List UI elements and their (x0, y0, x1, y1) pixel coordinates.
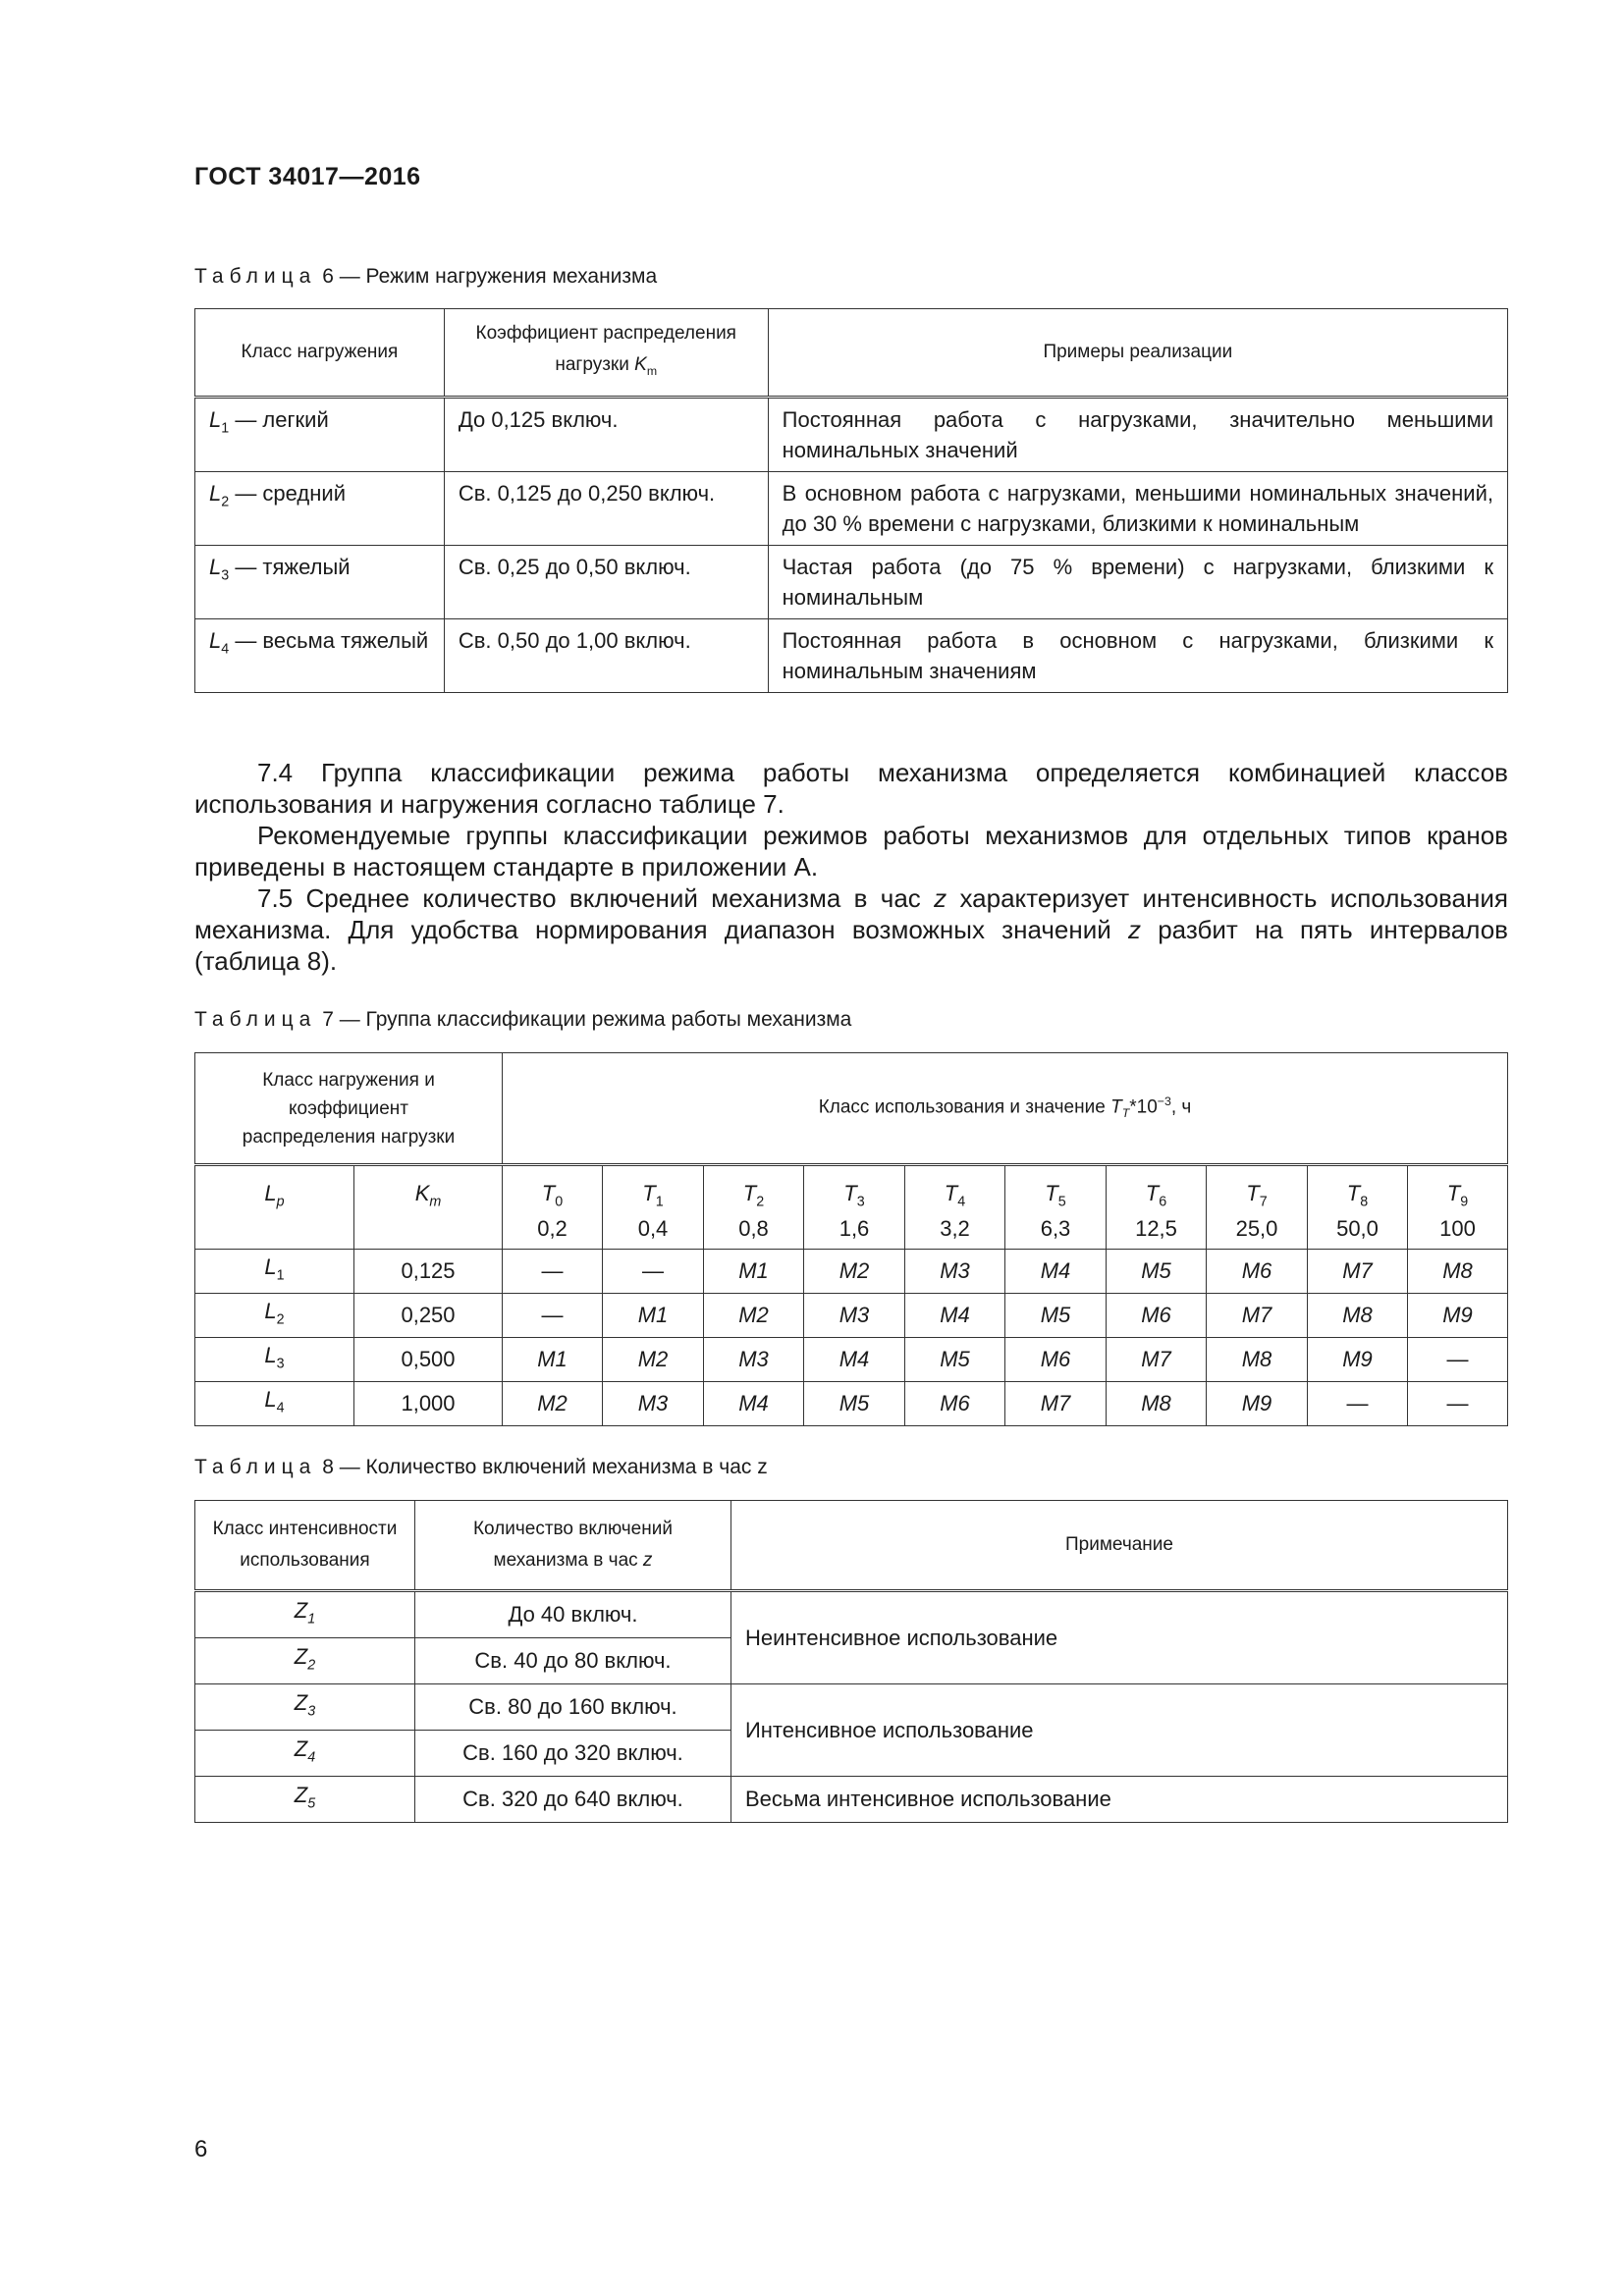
table7-header-usage-mult: *10 (1129, 1096, 1158, 1118)
table8-class-var: Z (294, 1643, 308, 1669)
paragraph-recommended: Рекомендуемые группы классификации режимов работы механизмов для отдельных типов кранов приведены в настоящем стандарте в приложении А. (194, 821, 1508, 881)
table6-load-class-sub: 1 (221, 420, 230, 437)
table7-usage-class-header (503, 1165, 603, 1250)
table8-class-sub: 1 (307, 1611, 316, 1628)
table6-caption (194, 265, 657, 289)
page-number: 6 (194, 2136, 208, 2163)
table7-load-class-var: L (264, 1342, 277, 1367)
table6-load-class-sub: 2 (221, 494, 230, 510)
table7-group-value: M4 (1040, 1258, 1071, 1283)
table7-group-cell (704, 1338, 804, 1382)
table7-load-class-var: L (264, 1254, 277, 1279)
table6-coefficient-cell: Св. 0,25 до 0,50 включ. (444, 546, 768, 619)
table8-range-z2: Св. 40 до 80 включ. (414, 1638, 730, 1684)
table7-group-value: M4 (839, 1347, 870, 1371)
table7-group-value: M1 (637, 1303, 669, 1327)
table7-usage-class-value: 6,3 (1040, 1216, 1071, 1242)
table7-group-value: M6 (940, 1391, 970, 1415)
table7-group-value: M4 (738, 1391, 769, 1415)
table8-note-low: Неинтенсивное использование (730, 1591, 1507, 1684)
table7-usage-class-sub: 1 (655, 1194, 664, 1210)
table8-header-row (195, 1501, 1508, 1591)
table7-usage-class-sub: 9 (1460, 1194, 1469, 1210)
table7-load-class-var: L (264, 1386, 277, 1412)
table-row (195, 1591, 1508, 1638)
table8-class-sub: 2 (307, 1657, 316, 1674)
table7-group-cell (1408, 1338, 1508, 1382)
paragraph-7-5-var-z: z (934, 883, 947, 913)
table7-load-class-sub: 1 (276, 1267, 285, 1284)
table7-group-value: M8 (1342, 1303, 1373, 1327)
table6-caption-prefix: Таблица (194, 265, 317, 288)
table-row (195, 1294, 1508, 1338)
table8-class-var: Z (294, 1689, 308, 1715)
table7-group-value: M3 (637, 1391, 669, 1415)
table8-header-activations (414, 1501, 730, 1591)
table7-group-value: — (541, 1258, 564, 1283)
table7-col-km-sub: m (429, 1194, 442, 1210)
table7-group-cell (503, 1250, 603, 1294)
table7-group-value: M4 (940, 1303, 970, 1327)
table7-group-value: M2 (839, 1258, 870, 1283)
table7-usage-class-sub: 3 (856, 1194, 865, 1210)
table6-load-class-sub: 3 (221, 567, 230, 584)
table7-usage-class-sub: 5 (1057, 1194, 1066, 1210)
table7-load-class-sub: 4 (276, 1400, 285, 1416)
table7-header-usage-exp: −3 (1157, 1095, 1171, 1109)
table7-load-class-sub: 2 (276, 1311, 285, 1328)
table7-group-cell (1207, 1338, 1308, 1382)
table7-usage-class-var: T (1045, 1181, 1058, 1205)
document-header: ГОСТ 34017—2016 (194, 163, 421, 190)
paragraph-7-4: 7.4 Группа классификации режима работы механизма определяется комбинацией классов использования и нагружения согласно таблице 7. (194, 758, 1508, 819)
table7-group-cell (1408, 1382, 1508, 1426)
table7-group-cell (804, 1338, 905, 1382)
table-row (195, 1684, 1508, 1731)
table6-load-class-cell (195, 398, 445, 472)
table7-group-cell (1308, 1382, 1408, 1426)
table7-group-value: M2 (537, 1391, 568, 1415)
table7-header-usage-unit: , ч (1170, 1096, 1192, 1118)
table8-class-z1 (195, 1591, 415, 1638)
table7-usage-class-header (704, 1165, 804, 1250)
paragraph-7-5 (194, 882, 1508, 977)
table8-class-var: Z (294, 1597, 308, 1623)
table7-caption-prefix: Таблица (194, 1008, 317, 1031)
table7-usage-class-var: T (541, 1181, 556, 1205)
table7-group-cell (1207, 1294, 1308, 1338)
table7-usage-class-value: 25,0 (1235, 1216, 1278, 1242)
table7-caption (194, 1008, 851, 1032)
table7-usage-class-header (804, 1165, 905, 1250)
table6-header-coef-line2: нагрузки (555, 354, 629, 376)
table7-usage-class-var: T (1246, 1181, 1260, 1205)
table8-class-z3 (195, 1684, 415, 1731)
table7-group-value: — (1346, 1391, 1369, 1415)
table6-load-mode (194, 308, 1508, 693)
table7-usage-class-value: 1,6 (839, 1216, 870, 1242)
table7-group-cell (1005, 1294, 1107, 1338)
table8-note-intensive: Интенсивное использование (730, 1684, 1507, 1777)
table7-usage-class-header (603, 1165, 704, 1250)
table6-load-class-var: L (209, 555, 222, 579)
table6-load-class-label: — весьма тяжелый (229, 628, 429, 653)
table8-caption (194, 1456, 768, 1479)
table-row (195, 398, 1508, 472)
table7-col-km-var: K (414, 1181, 430, 1205)
table7-usage-class-value: 3,2 (940, 1216, 970, 1242)
table6-load-class-var: L (209, 481, 222, 506)
table7-group-value: M9 (1442, 1303, 1473, 1327)
table6-example-cell: Постоянная работа с нагрузками, значительно меньшими номинальных значений (768, 398, 1507, 472)
table7-group-value: M8 (1141, 1391, 1171, 1415)
table7-usage-class-var: T (1446, 1181, 1461, 1205)
table7-header-row (195, 1053, 1508, 1165)
table7-group-cell (804, 1250, 905, 1294)
table7-group-cell (1005, 1250, 1107, 1294)
table7-header-usage-sub: T (1121, 1106, 1130, 1121)
table7-group-cell (1107, 1250, 1207, 1294)
table7-classes-row (195, 1165, 1508, 1250)
table6-example-cell: Частая работа (до 75 % времени) с нагрузками, близкими к номинальным (768, 546, 1507, 619)
table7-group-value: M3 (839, 1303, 870, 1327)
table8-range-z1: До 40 включ. (414, 1591, 730, 1638)
table6-caption-text: 6 — Режим нагружения механизма (322, 265, 658, 288)
table7-usage-class-var: T (944, 1181, 958, 1205)
table7-group-cell (905, 1294, 1005, 1338)
table7-group-cell (905, 1382, 1005, 1426)
table7-group-cell (603, 1250, 704, 1294)
table7-load-class-var: L (264, 1298, 277, 1323)
table7-group-value: M1 (537, 1347, 568, 1371)
table6-load-class-label: — тяжелый (229, 555, 351, 579)
table6-load-class-cell (195, 546, 445, 619)
table8-class-z2 (195, 1638, 415, 1684)
table6-header-row (195, 309, 1508, 398)
table7-group-cell (1107, 1338, 1207, 1382)
table7-usage-class-header (1005, 1165, 1107, 1250)
table7-usage-class-var: T (742, 1181, 757, 1205)
table7-group-cell (1005, 1338, 1107, 1382)
table7-body (195, 1250, 1508, 1426)
table7-group-value: M5 (839, 1391, 870, 1415)
table7-group-value: M1 (738, 1258, 769, 1283)
table-row (195, 472, 1508, 546)
table8-class-sub: 5 (307, 1795, 316, 1812)
table-row (195, 1777, 1508, 1823)
table7-km-cell: 0,500 (354, 1338, 503, 1382)
table7-group-cell (1308, 1250, 1408, 1294)
table8-note-very-intensive: Весьма интенсивное использование (730, 1777, 1507, 1823)
table8-header-intensity-class (195, 1501, 415, 1591)
table6-header-coef-var: K (634, 354, 647, 376)
table8-class-var: Z (294, 1782, 308, 1807)
table7-header-usage-class (503, 1053, 1508, 1165)
table6-example-cell: В основном работа с нагрузками, меньшими номинальных значений, до 30 % времени с нагрузками, близкими к номинальным (768, 472, 1507, 546)
table8-range-z5: Св. 320 до 640 включ. (414, 1777, 730, 1823)
table6-header-coefficient (444, 309, 768, 398)
table7-group-cell (1207, 1250, 1308, 1294)
table7-group-value: M7 (1241, 1303, 1272, 1327)
table7-header-usage-var: T (1110, 1096, 1122, 1118)
table6-header-examples: Примеры реализации (768, 309, 1507, 398)
table6-load-class-cell (195, 472, 445, 546)
table7-usage-class-value: 0,8 (738, 1216, 769, 1242)
table8-header-note: Примечание (730, 1501, 1507, 1591)
table7-group-value: — (1446, 1347, 1469, 1371)
table7-group-value: M5 (1141, 1258, 1171, 1283)
table6-load-class-label: — легкий (229, 407, 329, 432)
table7-usage-class-value: 12,5 (1135, 1216, 1177, 1242)
table7-mode-classification (194, 1052, 1508, 1426)
table7-group-value: M6 (1040, 1347, 1071, 1371)
table7-header-load-class-text: Класс нагружения и коэффициент распределения нагрузки (242, 1069, 456, 1148)
table7-load-class-cell (195, 1382, 354, 1426)
table7-group-cell (1408, 1294, 1508, 1338)
table7-km-cell: 1,000 (354, 1382, 503, 1426)
table7-load-class-cell (195, 1294, 354, 1338)
table7-group-value: M5 (1040, 1303, 1071, 1327)
table6-load-class-cell (195, 619, 445, 693)
table-row (195, 1382, 1508, 1426)
table8-header-intensity-text: Класс интенсивности использования (212, 1519, 398, 1571)
table6-load-class-label: — средний (229, 481, 346, 506)
table8-class-z4 (195, 1731, 415, 1777)
table6-load-class-var: L (209, 628, 222, 653)
paragraph-7-5-var-z2: z (1127, 915, 1141, 944)
table7-usage-class-sub: 2 (756, 1194, 765, 1210)
table7-group-cell (603, 1382, 704, 1426)
table6-load-class-var: L (209, 407, 222, 432)
table8-class-sub: 3 (307, 1703, 316, 1720)
table7-group-value: M7 (1040, 1391, 1071, 1415)
table8-range-z4: Св. 160 до 320 включ. (414, 1731, 730, 1777)
paragraph-7-5-part-a: 7.5 Среднее количество включений механизма в час (257, 883, 921, 913)
table7-group-cell (603, 1294, 704, 1338)
table7-usage-class-var: T (642, 1181, 656, 1205)
table7-group-cell (905, 1250, 1005, 1294)
table7-group-cell (1107, 1294, 1207, 1338)
table7-usage-class-header (905, 1165, 1005, 1250)
table7-group-value: — (1446, 1391, 1469, 1415)
table7-group-value: — (642, 1258, 664, 1283)
table7-group-value: M8 (1442, 1258, 1473, 1283)
table8-caption-prefix: Таблица (194, 1456, 317, 1478)
table7-usage-class-value: 50,0 (1336, 1216, 1379, 1242)
body-text (194, 757, 1508, 977)
table8-header-activations-wrap (425, 1514, 720, 1576)
table7-group-cell (1005, 1382, 1107, 1426)
table7-group-value: M7 (1141, 1347, 1171, 1371)
table7-group-value: M8 (1241, 1347, 1272, 1371)
table6-header-load-class: Класс нагружения (195, 309, 445, 398)
table8-activations-per-hour (194, 1500, 1508, 1823)
table7-usage-class-sub: 8 (1360, 1194, 1369, 1210)
table8-header-activations-var: z (642, 1550, 653, 1571)
table7-group-value: M2 (738, 1303, 769, 1327)
table7-usage-class-var: T (1145, 1181, 1160, 1205)
table6-header-coef-sub: m (646, 363, 658, 378)
table7-usage-class-sub: 6 (1159, 1194, 1167, 1210)
table6-header-coef-line1: Коэффициент распределения (475, 323, 736, 345)
table8-caption-text: 8 — Количество включений механизма в час z (322, 1456, 768, 1478)
table7-usage-class-value: 0,2 (537, 1216, 568, 1242)
table7-caption-text: 7 — Группа классификации режима работы механизма (322, 1008, 852, 1031)
table7-group-value: M3 (940, 1258, 970, 1283)
table7-group-cell (905, 1338, 1005, 1382)
table7-usage-class-header (1107, 1165, 1207, 1250)
table7-group-cell (1207, 1382, 1308, 1426)
table7-group-value: M9 (1342, 1347, 1373, 1371)
table7-group-cell (603, 1338, 704, 1382)
table7-group-cell (503, 1294, 603, 1338)
table7-usage-class-header (1207, 1165, 1308, 1250)
table6-coefficient-cell: Св. 0,125 до 0,250 включ. (444, 472, 768, 546)
table7-group-cell (503, 1382, 603, 1426)
table7-group-cell (704, 1250, 804, 1294)
table7-usage-class-var: T (1346, 1181, 1361, 1205)
paragraph-7-5-part-b: характеризует интенсивность использования механизма. Для удобства нормирования диапазон возможных значений (194, 883, 1508, 944)
table7-usage-class-value: 0,4 (637, 1216, 669, 1242)
table-row (195, 1250, 1508, 1294)
table7-group-value: M3 (738, 1347, 769, 1371)
table-row (195, 619, 1508, 693)
table8-class-var: Z (294, 1735, 308, 1761)
table6-body (195, 398, 1508, 693)
table8-range-z3: Св. 80 до 160 включ. (414, 1684, 730, 1731)
table7-usage-class-sub: 7 (1259, 1194, 1268, 1210)
table7-group-cell (804, 1294, 905, 1338)
table7-group-cell (704, 1294, 804, 1338)
table7-group-value: M2 (637, 1347, 669, 1371)
table7-usage-class-header (1308, 1165, 1408, 1250)
table7-col-lp (195, 1165, 354, 1250)
table7-usage-class-sub: 0 (555, 1194, 564, 1210)
table7-usage-class-value: 100 (1439, 1216, 1476, 1242)
table6-coefficient-cell: Св. 0,50 до 1,00 включ. (444, 619, 768, 693)
table7-group-value: M9 (1241, 1391, 1272, 1415)
table7-group-value: — (541, 1303, 564, 1327)
table7-col-km (354, 1165, 503, 1250)
table7-usage-class-header (1408, 1165, 1508, 1250)
table7-group-value: M6 (1141, 1303, 1171, 1327)
table7-usage-class-var: T (843, 1181, 857, 1205)
table8-header-activations-text: Количество включений механизма в час (472, 1519, 673, 1571)
paragraph-7-5-part-c: разбит на пять интервалов (таблица 8). (194, 915, 1508, 976)
table7-group-value: M5 (940, 1347, 970, 1371)
table7-usage-class-sub: 4 (957, 1194, 966, 1210)
table8-class-z5 (195, 1777, 415, 1823)
table7-group-cell (1308, 1338, 1408, 1382)
table7-load-class-cell (195, 1338, 354, 1382)
table7-header-usage-text: Класс использования и значение (818, 1096, 1106, 1118)
table7-header-load-class (195, 1053, 503, 1165)
table7-group-cell (1408, 1250, 1508, 1294)
table7-group-cell (503, 1338, 603, 1382)
table7-col-lp-var: L (264, 1181, 277, 1205)
table7-group-cell (804, 1382, 905, 1426)
table6-example-cell: Постоянная работа в основном с нагрузками, близкими к номинальным значениям (768, 619, 1507, 693)
table7-km-cell: 0,125 (354, 1250, 503, 1294)
table7-load-class-cell (195, 1250, 354, 1294)
table7-group-value: M7 (1342, 1258, 1373, 1283)
table6-coefficient-cell: До 0,125 включ. (444, 398, 768, 472)
table7-load-class-sub: 3 (276, 1356, 285, 1372)
table8-class-sub: 4 (307, 1749, 316, 1766)
table-row (195, 1338, 1508, 1382)
table7-group-value: M6 (1241, 1258, 1272, 1283)
table-row (195, 546, 1508, 619)
table7-col-lp-sub: p (276, 1194, 285, 1210)
table7-group-cell (1107, 1382, 1207, 1426)
table6-load-class-sub: 4 (221, 641, 230, 658)
table7-km-cell: 0,250 (354, 1294, 503, 1338)
table7-group-cell (704, 1382, 804, 1426)
table7-group-cell (1308, 1294, 1408, 1338)
